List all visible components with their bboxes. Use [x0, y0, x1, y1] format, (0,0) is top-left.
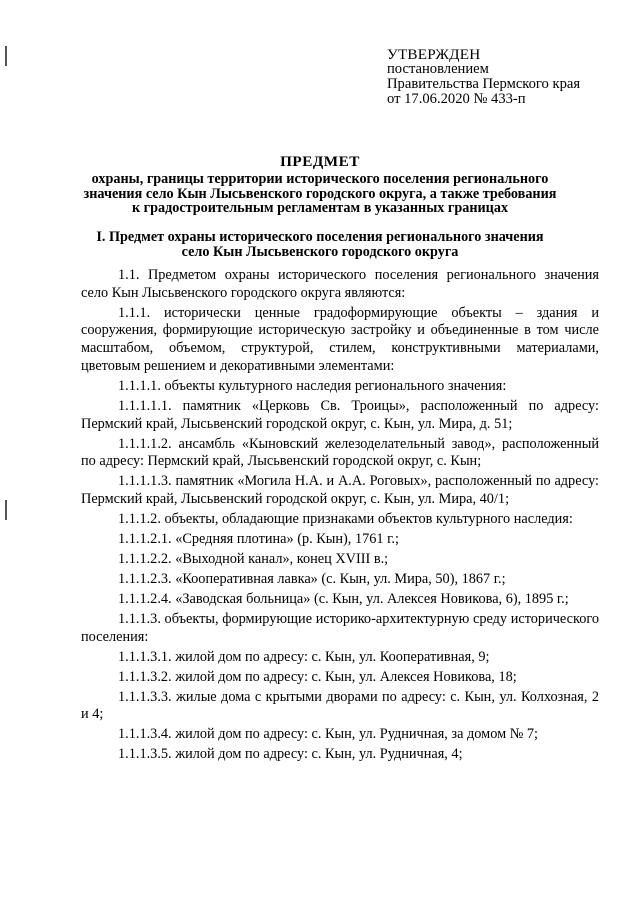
- paragraph: 1.1.1.1.1. памятник «Церковь Св. Троицы», расположенный по адресу: Пермский край, Лысьвенский городской округ, с. Кын, ул. Мира, д. 51;: [81, 397, 599, 432]
- subtitle-line: значения село Кын Лысьвенского городского округа, а также требования: [83, 185, 557, 202]
- approval-line: Правительства Пермского края: [387, 76, 581, 92]
- paragraph: 1.1.1.3.2. жилой дом по адресу: с. Кын, ул. Алексея Новикова, 18;: [118, 668, 517, 685]
- subtitle-line: к градостроительным регламентам в указанных границах: [131, 200, 509, 216]
- document-subtitle: [0, 172, 640, 216]
- paragraph: 1.1.1.2. объекты, обладающие признаками объектов культурного наследия:: [118, 510, 573, 527]
- scan-margin-mark-bottom: [5, 500, 7, 520]
- subtitle-line: охраны, границы территории исторического поселения регионального: [91, 171, 549, 187]
- paragraph: 1.1.1.2.1. «Средняя плотина» (р. Кын), 1761 г.;: [118, 530, 399, 547]
- scan-margin-mark-top: [5, 46, 7, 66]
- approval-title: УТВЕРЖДЕН: [387, 46, 481, 63]
- paragraph: 1.1.1.1. объекты культурного наследия регионального значения:: [118, 377, 507, 394]
- paragraph: 1.1.1. исторически ценные градоформирующие объекты – здания и сооружения, формирующие историческую застройку и объединенные в том числе масштабом, объемом, структурой, стилем, конструктивными материалами, цветовым решением и декоративными элементами:: [81, 304, 599, 374]
- paragraph: 1.1.1.1.3. памятник «Могила Н.А. и А.А. Роговых», расположенный по адресу: Пермский край, Лысьвенский городской округ, с. Кын, ул. Мира, 40/1;: [81, 473, 599, 507]
- document-body: [81, 267, 599, 766]
- section-heading-line: село Кын Лысьвенского городского округа: [181, 243, 459, 260]
- document-title: ПРЕДМЕТ: [280, 153, 360, 170]
- paragraph: 1.1.1.1.2. ансамбль «Кыновский железоделательный завод», расположенный по адресу: Пермский край, Лысьвенский городской округ, с. Кын;: [81, 435, 599, 470]
- section-heading-line: I. Предмет охраны исторического поселения регионального значения: [96, 229, 544, 245]
- section-heading: [0, 230, 640, 259]
- paragraph: 1.1. Предметом охраны исторического поселения регионального значения село Кын Лысьвенского городского округа являются:: [81, 267, 599, 301]
- paragraph: 1.1.1.2.3. «Кооперативная лавка» (с. Кын, ул. Мира, 50), 1867 г.;: [118, 570, 506, 587]
- paragraph: 1.1.1.3.4. жилой дом по адресу: с. Кын, ул. Рудничная, за домом № 7;: [118, 726, 539, 743]
- approval-block: [387, 47, 580, 107]
- paragraph: 1.1.1.2.4. «Заводская больница» (с. Кын, ул. Алексея Новикова, 6), 1895 г.;: [118, 590, 569, 607]
- approval-line: от 17.06.2020 № 433-п: [387, 91, 526, 107]
- approval-line: постановлением: [387, 61, 489, 77]
- paragraph: 1.1.1.2.2. «Выходной канал», конец XVIII в.;: [118, 550, 389, 567]
- paragraph: 1.1.1.3.3. жилые дома с крытыми дворами по адресу: с. Кын, ул. Колхозная, 2 и 4;: [81, 688, 599, 723]
- paragraph: 1.1.1.3.1. жилой дом по адресу: с. Кын, ул. Кооперативная, 9;: [118, 648, 490, 665]
- paragraph: 1.1.1.3.5. жилой дом по адресу: с. Кын, ул. Рудничная, 4;: [118, 746, 463, 763]
- paragraph: 1.1.1.3. объекты, формирующие историко-архитектурную среду исторического поселения:: [81, 610, 599, 645]
